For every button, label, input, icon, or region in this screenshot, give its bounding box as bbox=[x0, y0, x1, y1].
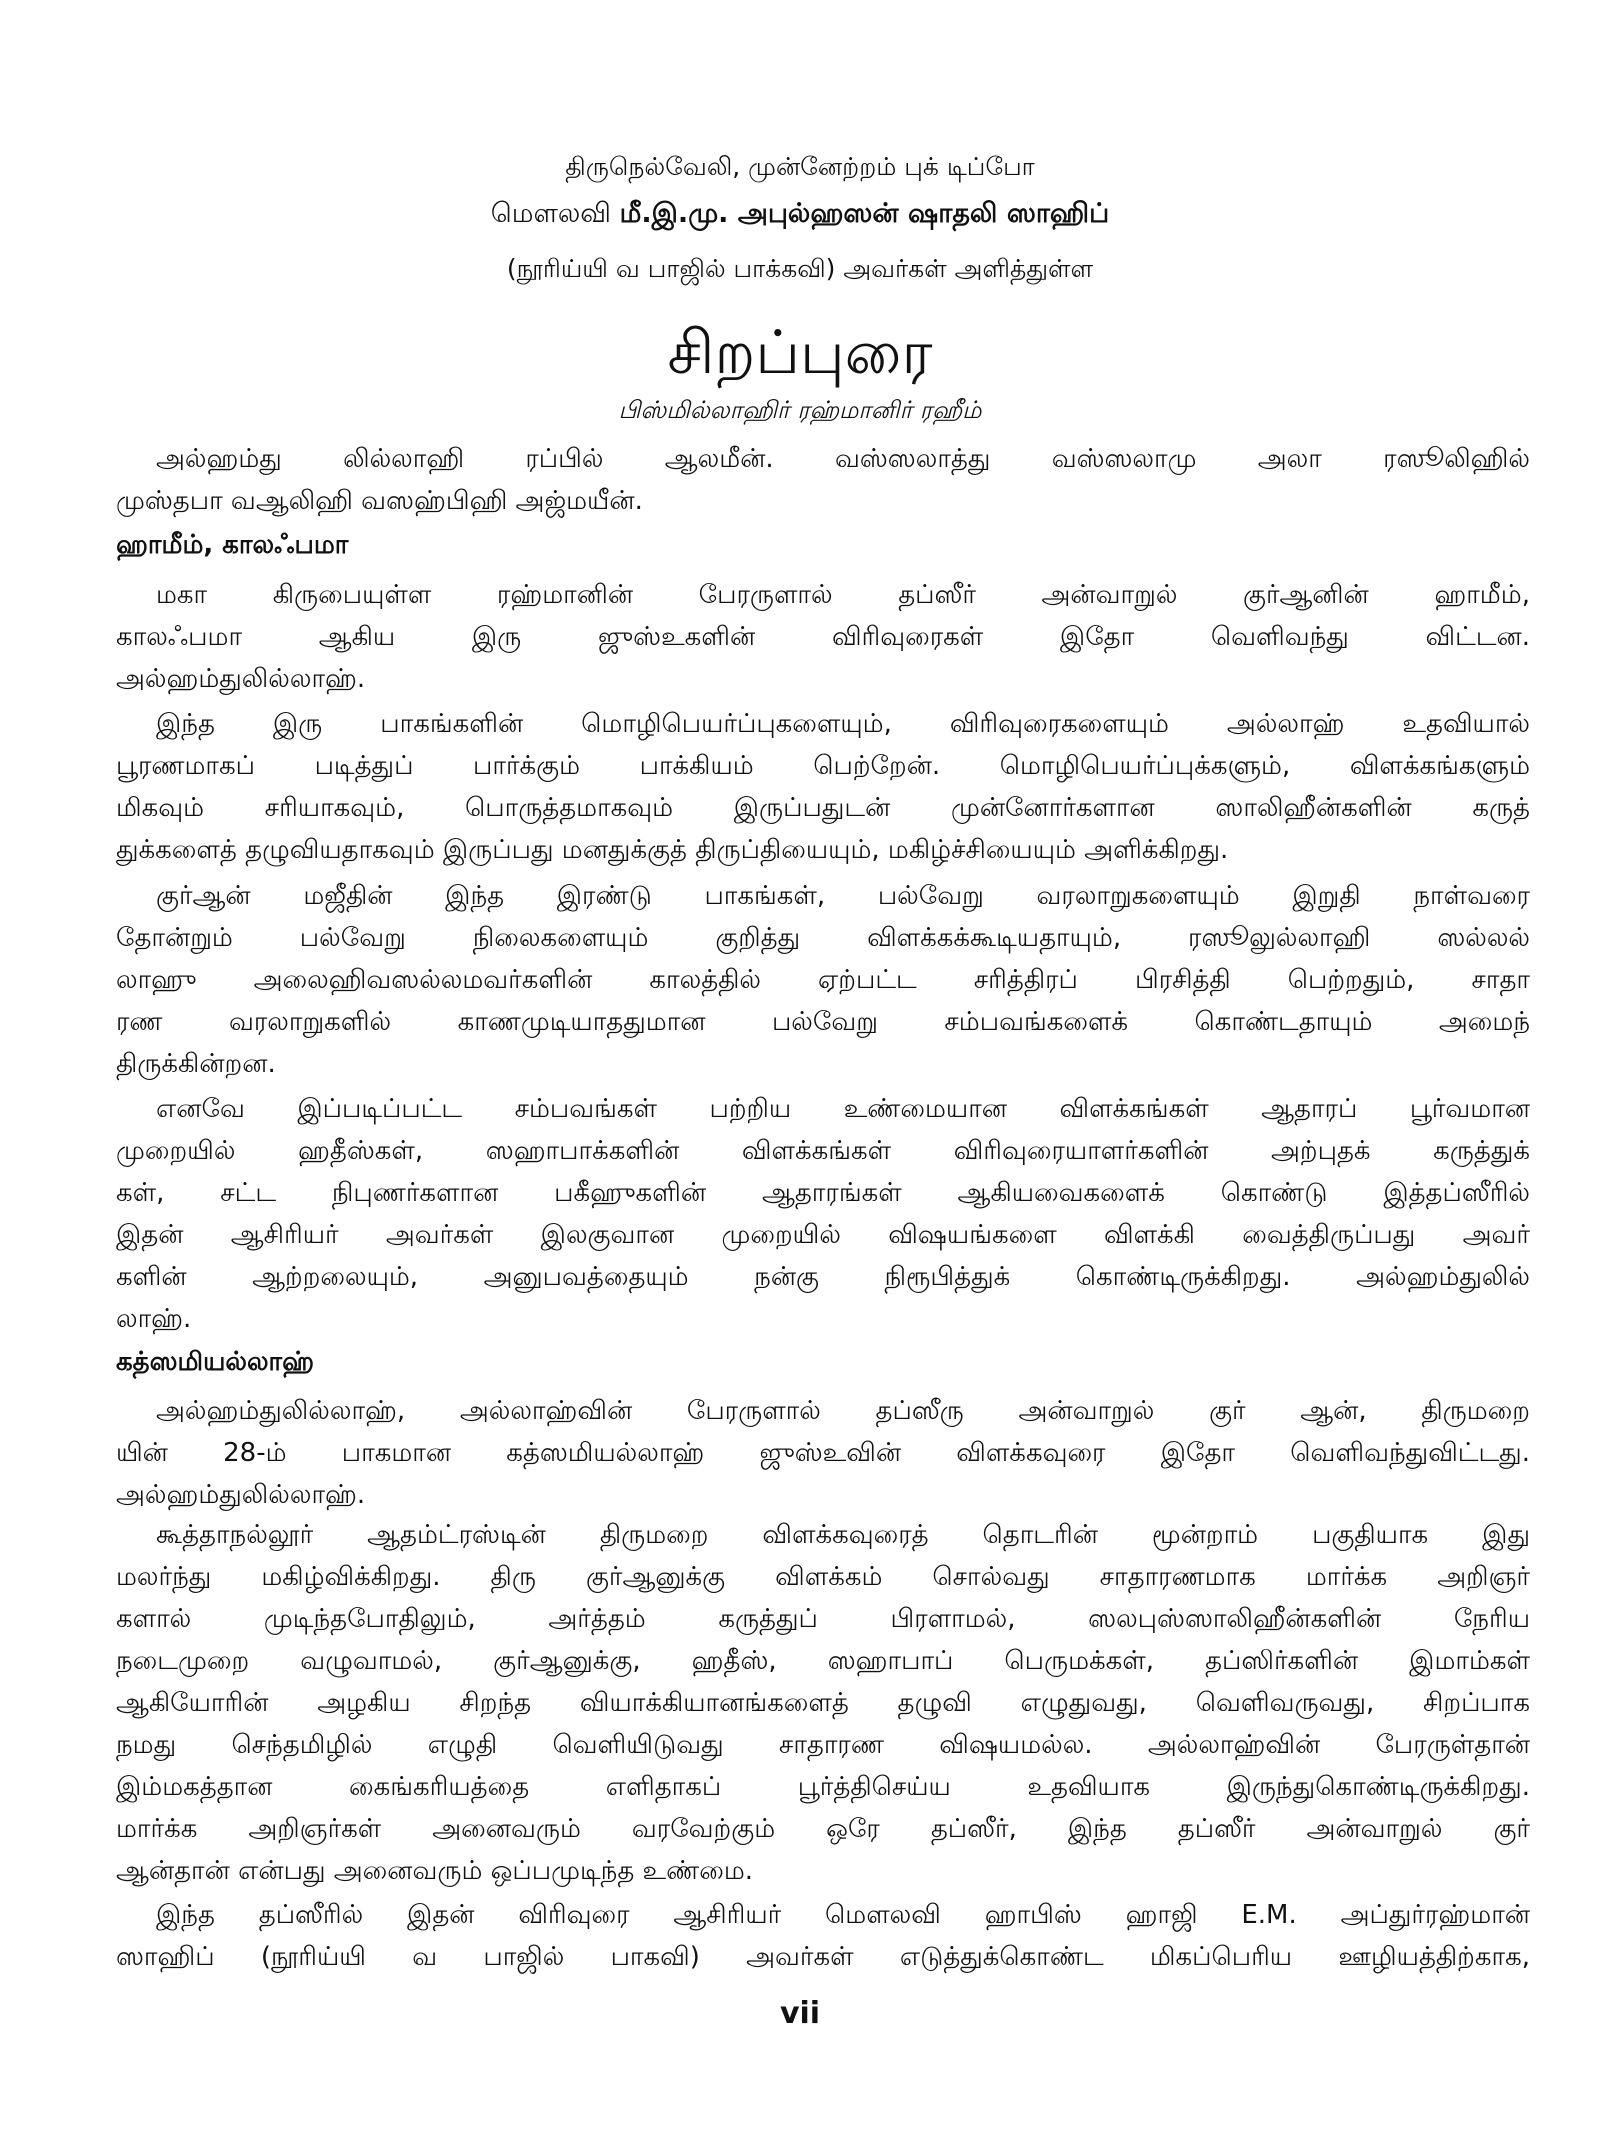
text-line: முஸ்தபா வஆலிஹி வஸஹ்பிஹி அஜ்மயீன். bbox=[116, 486, 643, 516]
paragraph bbox=[116, 703, 1530, 871]
text-line: குர்ஆன் மஜீதின் இந்த இரண்டு பாகங்கள், பல்வேறு வரலாறுகளையும் இறுதி நாள்வரை bbox=[156, 881, 1530, 911]
text-line: பூரணமாகப் படித்துப் பார்க்கும் பாக்கியம் பெற்றேன். மொழிபெயர்ப்புக்களும், விளக்கங்களும் bbox=[116, 751, 1530, 781]
text-line: நடைமுறை வழுவாமல், குர்ஆனுக்கு, ஹதீஸ், ஸஹாபாப் பெருமக்கள், தப்ஸிர்களின் இமாம்கள் bbox=[116, 1646, 1530, 1676]
text-line: மலர்ந்து மகிழ்விக்கிறது. திரு குர்ஆனுக்கு விளக்கம் சொல்வது சாதாரணமாக மார்க்க அறிஞர் bbox=[116, 1562, 1530, 1592]
text-line: லாஹ். bbox=[116, 1304, 192, 1334]
text-line: அல்ஹம்துலில்லாஹ். bbox=[116, 1480, 366, 1510]
text-line: முறையில் ஹதீஸ்கள், ஸஹாபாக்களின் விளக்கங்கள் விரிவுரையாளர்களின் அற்புதக் கருத்துக் bbox=[116, 1136, 1530, 1166]
page-number: vii bbox=[779, 1996, 821, 2031]
text-line: ஸாஹிப் (நூரிய்யி வ பாஜில் பாகவி) அவர்கள் எடுத்துக்கொண்ட மிகப்பெரிய ஊழியத்திற்காக, bbox=[116, 1942, 1530, 1972]
bismillah-line: பிஸ்மில்லாஹிர் ரஹ்மானிர் ரஹீம் bbox=[618, 396, 982, 424]
text-line: துக்களைத் தழுவியதாகவும் இருப்பது மனதுக்குத் திருப்தியையும், மகிழ்ச்சியையும் அளிக்கிறது. bbox=[116, 835, 1229, 865]
publisher-line: திருநெல்வேலி, முன்னேற்றம் புக் டிப்போ bbox=[565, 152, 1035, 181]
text-line: மகா கிருபையுள்ள ரஹ்மானின் பேரருளால் தப்ஸீர் அன்வாறுல் குர்ஆனின் ஹாமீம், bbox=[156, 580, 1530, 610]
text-line: இந்த தப்ஸீரில் இதன் விரிவுரை ஆசிரியர் மௌலவி ஹாபிஸ் ஹாஜி E.M. அப்துர்ரஹ்மான் bbox=[156, 1900, 1530, 1930]
text-line: கூத்தாநல்லூர் ஆதம்ட்ரஸ்டின் திருமறை விளக்கவுரைத் தொடரின் மூன்றாம் பகுதியாக இது bbox=[156, 1520, 1530, 1550]
author-line bbox=[0, 198, 1600, 233]
paragraph bbox=[116, 1514, 1530, 1892]
paragraph bbox=[116, 1088, 1530, 1340]
text-line: மிகவும் சரியாகவும், பொருத்தமாகவும் இருப்பதுடன் முன்னோர்களான ஸாலிஹீன்களின் கருத் bbox=[116, 793, 1530, 823]
text-line: கள், சட்ட நிபுணர்களான பகீஹுகளின் ஆதாரங்கள் ஆகியவைகளைக் கொண்டு இத்தப்ஸீரில் bbox=[116, 1178, 1530, 1208]
paragraph bbox=[116, 574, 1530, 700]
text-line: ஆகியோரின் அழகிய சிறந்த வியாக்கியானங்களைத் தழுவி எழுதுவது, வெளிவருவது, சிறப்பாக bbox=[116, 1688, 1530, 1718]
section-heading: ஹாமீம், காலஃபமா bbox=[116, 530, 349, 560]
page-title: சிறப்புரை bbox=[667, 318, 933, 388]
author-prefix: மௌலவி bbox=[490, 198, 612, 229]
paragraph bbox=[116, 438, 1530, 522]
text-line: ஆன்தான் என்பது அனைவரும் ஒப்பமுடிந்த உண்மை. bbox=[116, 1856, 754, 1886]
text-line: யின் 28-ம் பாகமான கத்ஸமியல்லாஹ் ஜுஸ்உவின் விளக்கவுரை இதோ வெளிவந்துவிட்டது. bbox=[116, 1438, 1530, 1468]
section-heading: கத்ஸமியல்லாஹ் bbox=[116, 1347, 314, 1377]
text-line: இம்மகத்தான கைங்கரியத்தை எளிதாகப் பூர்த்திசெய்ய உதவியாக இருந்துகொண்டிருக்கிறது. bbox=[116, 1772, 1530, 1802]
text-line: அல்ஹம்துலில்லாஹ், அல்லாஹ்வின் பேரருளால் தப்ஸீரு அன்வாறுல் குர் ஆன், திருமறை bbox=[156, 1396, 1530, 1426]
text-line: திருக்கின்றன. bbox=[116, 1049, 276, 1079]
text-line: களின் ஆற்றலையும், அனுபவத்தையும் நன்கு நிரூபித்துக் கொண்டிருக்கிறது. அல்ஹம்துலில் bbox=[116, 1262, 1530, 1292]
text-line: அல்ஹம்து லில்லாஹி ரப்பில் ஆலமீன். வஸ்ஸலாத்து வஸ்ஸலாமு அலா ரஸூலிஹில் bbox=[156, 444, 1530, 474]
paragraph bbox=[116, 1390, 1530, 1516]
text-line: இதன் ஆசிரியர் அவர்கள் இலகுவான முறையில் விஷயங்களை விளக்கி வைத்திருப்பது அவர் bbox=[116, 1220, 1530, 1250]
text-line: லாஹு அலைஹிவஸல்லமவர்களின் காலத்தில் ஏற்பட்ட சரித்திரப் பிரசித்தி பெற்றதும், சாதா bbox=[116, 965, 1530, 995]
text-line: களால் முடிந்தபோதிலும், அர்த்தம் கருத்துப் பிரளாமல், ஸலபுஸ்ஸாலிஹீன்களின் நேரிய bbox=[116, 1604, 1530, 1634]
paragraph bbox=[116, 875, 1530, 1085]
text-line: நமது செந்தமிழில் எழுதி வெளியிடுவது சாதாரண விஷயமல்ல. அல்லாஹ்வின் பேரருள்தான் bbox=[116, 1730, 1530, 1760]
paragraph bbox=[116, 1894, 1530, 1978]
text-line: ரண வரலாறுகளில் காணமுடியாததுமான பல்வேறு சம்பவங்களைக் கொண்டதாயும் அமைந் bbox=[116, 1007, 1530, 1037]
text-line: காலஃபமா ஆகிய இரு ஜுஸ்உகளின் விரிவுரைகள் இதோ வெளிவந்து விட்டன. bbox=[116, 622, 1530, 652]
text-line: இந்த இரு பாகங்களின் மொழிபெயர்ப்புகளையும், விரிவுரைகளையும் அல்லாஹ் உதவியால் bbox=[156, 709, 1530, 739]
author-suffix-line: (நூரிய்யி வ பாஜில் பாக்கவி) அவர்கள் அளித்துள்ள bbox=[506, 254, 1094, 283]
text-line: அல்ஹம்துலில்லாஹ். bbox=[116, 664, 366, 694]
text-line: எனவே இப்படிப்பட்ட சம்பவங்கள் பற்றிய உண்மையான விளக்கங்கள் ஆதாரப் பூர்வமான bbox=[156, 1094, 1530, 1124]
author-name: மீ.இ.மு. அபுல்ஹஸன் ஷாதலி ஸாஹிப் bbox=[619, 198, 1110, 229]
text-line: மார்க்க அறிஞர்கள் அனைவரும் வரவேற்கும் ஒரே தப்ஸீர், இந்த தப்ஸீர் அன்வாறுல் குர் bbox=[116, 1814, 1530, 1844]
text-line: தோன்றும் பல்வேறு நிலைகளையும் குறித்து விளக்கக்கூடியதாயும், ரஸூலுல்லாஹி ஸல்லல் bbox=[116, 923, 1530, 953]
